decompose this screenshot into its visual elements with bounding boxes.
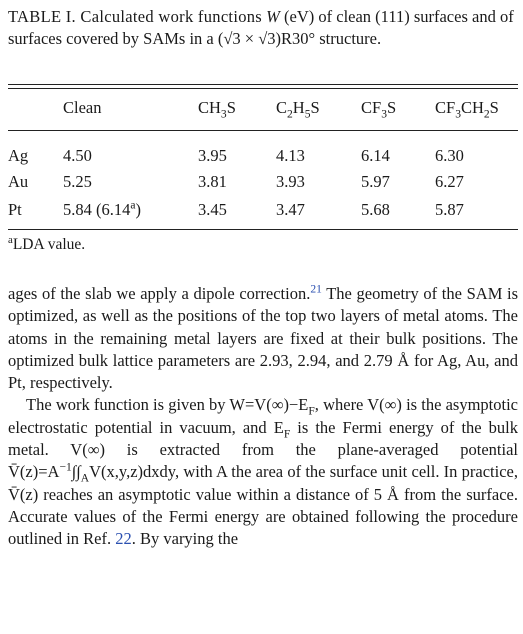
- caption-text: (eV) of clean (111) surfaces and of surfaces covered by SAMs in a: [8, 7, 514, 48]
- table-top-rule: [8, 84, 518, 85]
- table-bottom-rule: [8, 229, 518, 230]
- text-run: is the Fermi energy of the bulk metal. V(∞) is extracted from the plane-averaged potential V̄(z)=A: [8, 417, 519, 482]
- header-cf3s: $CF_3S$: [361, 98, 397, 121]
- header-clean: Clean: [63, 98, 102, 117]
- body-text: [8, 283, 518, 551]
- reference-link[interactable]: 22: [115, 529, 132, 549]
- cell-metal: Ag: [8, 146, 29, 165]
- cell-clean: 5.25: [63, 172, 92, 191]
- cell-c2h5s: 3.47: [276, 200, 305, 219]
- clean-close: ): [135, 200, 142, 219]
- caption-lead: TABLE I. Calculated work functions: [8, 7, 263, 26]
- subscript: F: [308, 405, 315, 418]
- table-row: [8, 132, 518, 168]
- text-run: , where V(∞) is the asymptotic electrostatic potential in vacuum, and E: [8, 395, 518, 437]
- caption-structure: (√3 × √3)R30°: [217, 29, 316, 48]
- cell-cf3ch2s: 6.30: [435, 146, 464, 165]
- text-run: . By varying the: [131, 529, 239, 549]
- table-row: [8, 168, 518, 196]
- header-cf3ch2s: $CF_3CH_2S$: [435, 98, 499, 121]
- subscript: F: [283, 428, 291, 441]
- cell-clean: 4.50: [63, 146, 92, 165]
- footnote-marker: a: [130, 199, 136, 212]
- table-caption: [8, 6, 515, 50]
- caption-w-symbol: W: [266, 7, 280, 26]
- table-top-rule-second: [8, 88, 518, 89]
- paragraph: [8, 283, 518, 394]
- cell-cf3s: 6.14: [361, 146, 390, 165]
- cell-ch3s: 3.81: [198, 172, 227, 191]
- table-footnote: [8, 233, 86, 254]
- paragraph: [8, 394, 518, 550]
- text-run: The geometry of the SAM is optimized, as well as the positions of the top two layers of metal atoms. The atoms in the remaining metal layers are fixed at their bulk positions. The optimized bulk lattice parameters are 2.93, 2.94, and 2.79 Å for Ag, Au, and Pt, respectively.: [8, 284, 519, 393]
- header-c2h5s: $C_2H_5S$: [276, 98, 320, 121]
- cell-cf3ch2s: 6.27: [435, 172, 464, 191]
- caption-tail: structure.: [319, 29, 382, 48]
- subscript: A: [80, 472, 90, 485]
- cell-clean: [63, 196, 198, 224]
- integral-symbol: ∫∫: [71, 462, 81, 482]
- cell-metal: Pt: [8, 200, 22, 219]
- footnote-mark: a: [8, 233, 13, 246]
- cell-ch3s: 3.45: [198, 200, 227, 219]
- table-header-rule: [8, 130, 518, 131]
- superscript: −1: [59, 461, 72, 474]
- cell-c2h5s: 3.93: [276, 172, 305, 191]
- text-run: The work function is given by W=V(∞)−E: [26, 395, 309, 415]
- table-row: [8, 196, 518, 224]
- text-run: V(x,y,z)dxdy, with A the area of the surface unit cell. In practice, V̄(z) reaches an asymptotic value within a distance of 5 Å from the surface. Accurate values of the Fermi energy are obtained following the procedure outlined in Ref.: [8, 462, 518, 549]
- header-metal: [8, 96, 63, 132]
- cell-cf3ch2s: 5.87: [435, 200, 464, 219]
- cell-c2h5s: 4.13: [276, 146, 305, 165]
- header-ch3s: $CH_3S$: [198, 98, 236, 121]
- work-function-table: [8, 96, 518, 224]
- text-run: ages of the slab we apply a dipole correction.: [8, 284, 311, 303]
- clean-value: 5.84 (6.14: [63, 200, 131, 219]
- cell-cf3s: 5.97: [361, 172, 390, 191]
- cell-metal: Au: [8, 172, 29, 191]
- cell-cf3s: 5.68: [361, 200, 390, 219]
- table-header-row: [8, 96, 518, 132]
- cell-ch3s: 3.95: [198, 146, 227, 165]
- footnote-text: LDA value.: [12, 236, 86, 253]
- reference-link[interactable]: 21: [310, 283, 322, 296]
